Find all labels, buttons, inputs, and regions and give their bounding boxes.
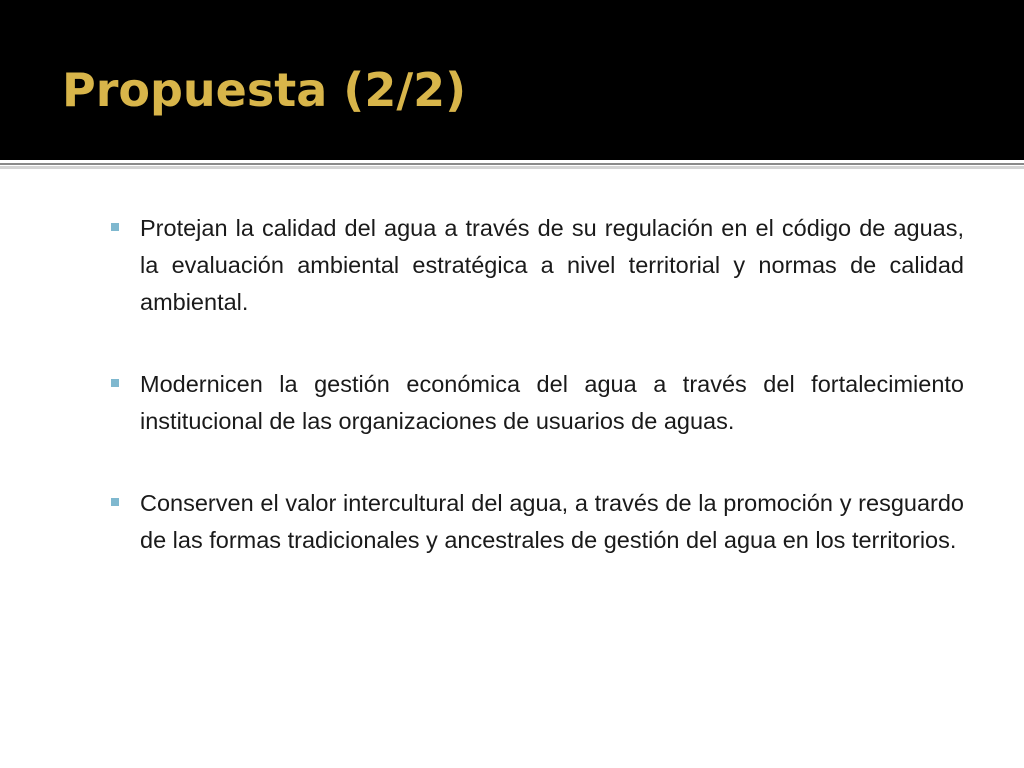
slide-title: Propuesta (2/2) bbox=[62, 63, 467, 117]
bullet-item bbox=[108, 485, 964, 559]
title-divider-light bbox=[0, 166, 1024, 169]
square-bullet-icon bbox=[111, 223, 119, 231]
bullet-text: Protejan la calidad del agua a través de su regulación en el código de aguas, la evaluación ambiental estratégica a nivel territorial y normas de calidad ambiental. bbox=[140, 215, 964, 315]
bullet-item bbox=[108, 366, 964, 440]
square-bullet-icon bbox=[111, 379, 119, 387]
bullet-text: Modernicen la gestión económica del agua a través del fortalecimiento institucional de las organizaciones de usuarios de aguas. bbox=[140, 371, 964, 434]
title-divider-dark bbox=[0, 163, 1024, 165]
bullet-text: Conserven el valor intercultural del agua, a través de la promoción y resguardo de las formas tradicionales y ancestrales de gestión del agua en los territorios. bbox=[140, 490, 964, 553]
bullet-list bbox=[108, 210, 964, 559]
bullet-item bbox=[108, 210, 964, 321]
square-bullet-icon bbox=[111, 498, 119, 506]
title-bar bbox=[0, 0, 1024, 160]
